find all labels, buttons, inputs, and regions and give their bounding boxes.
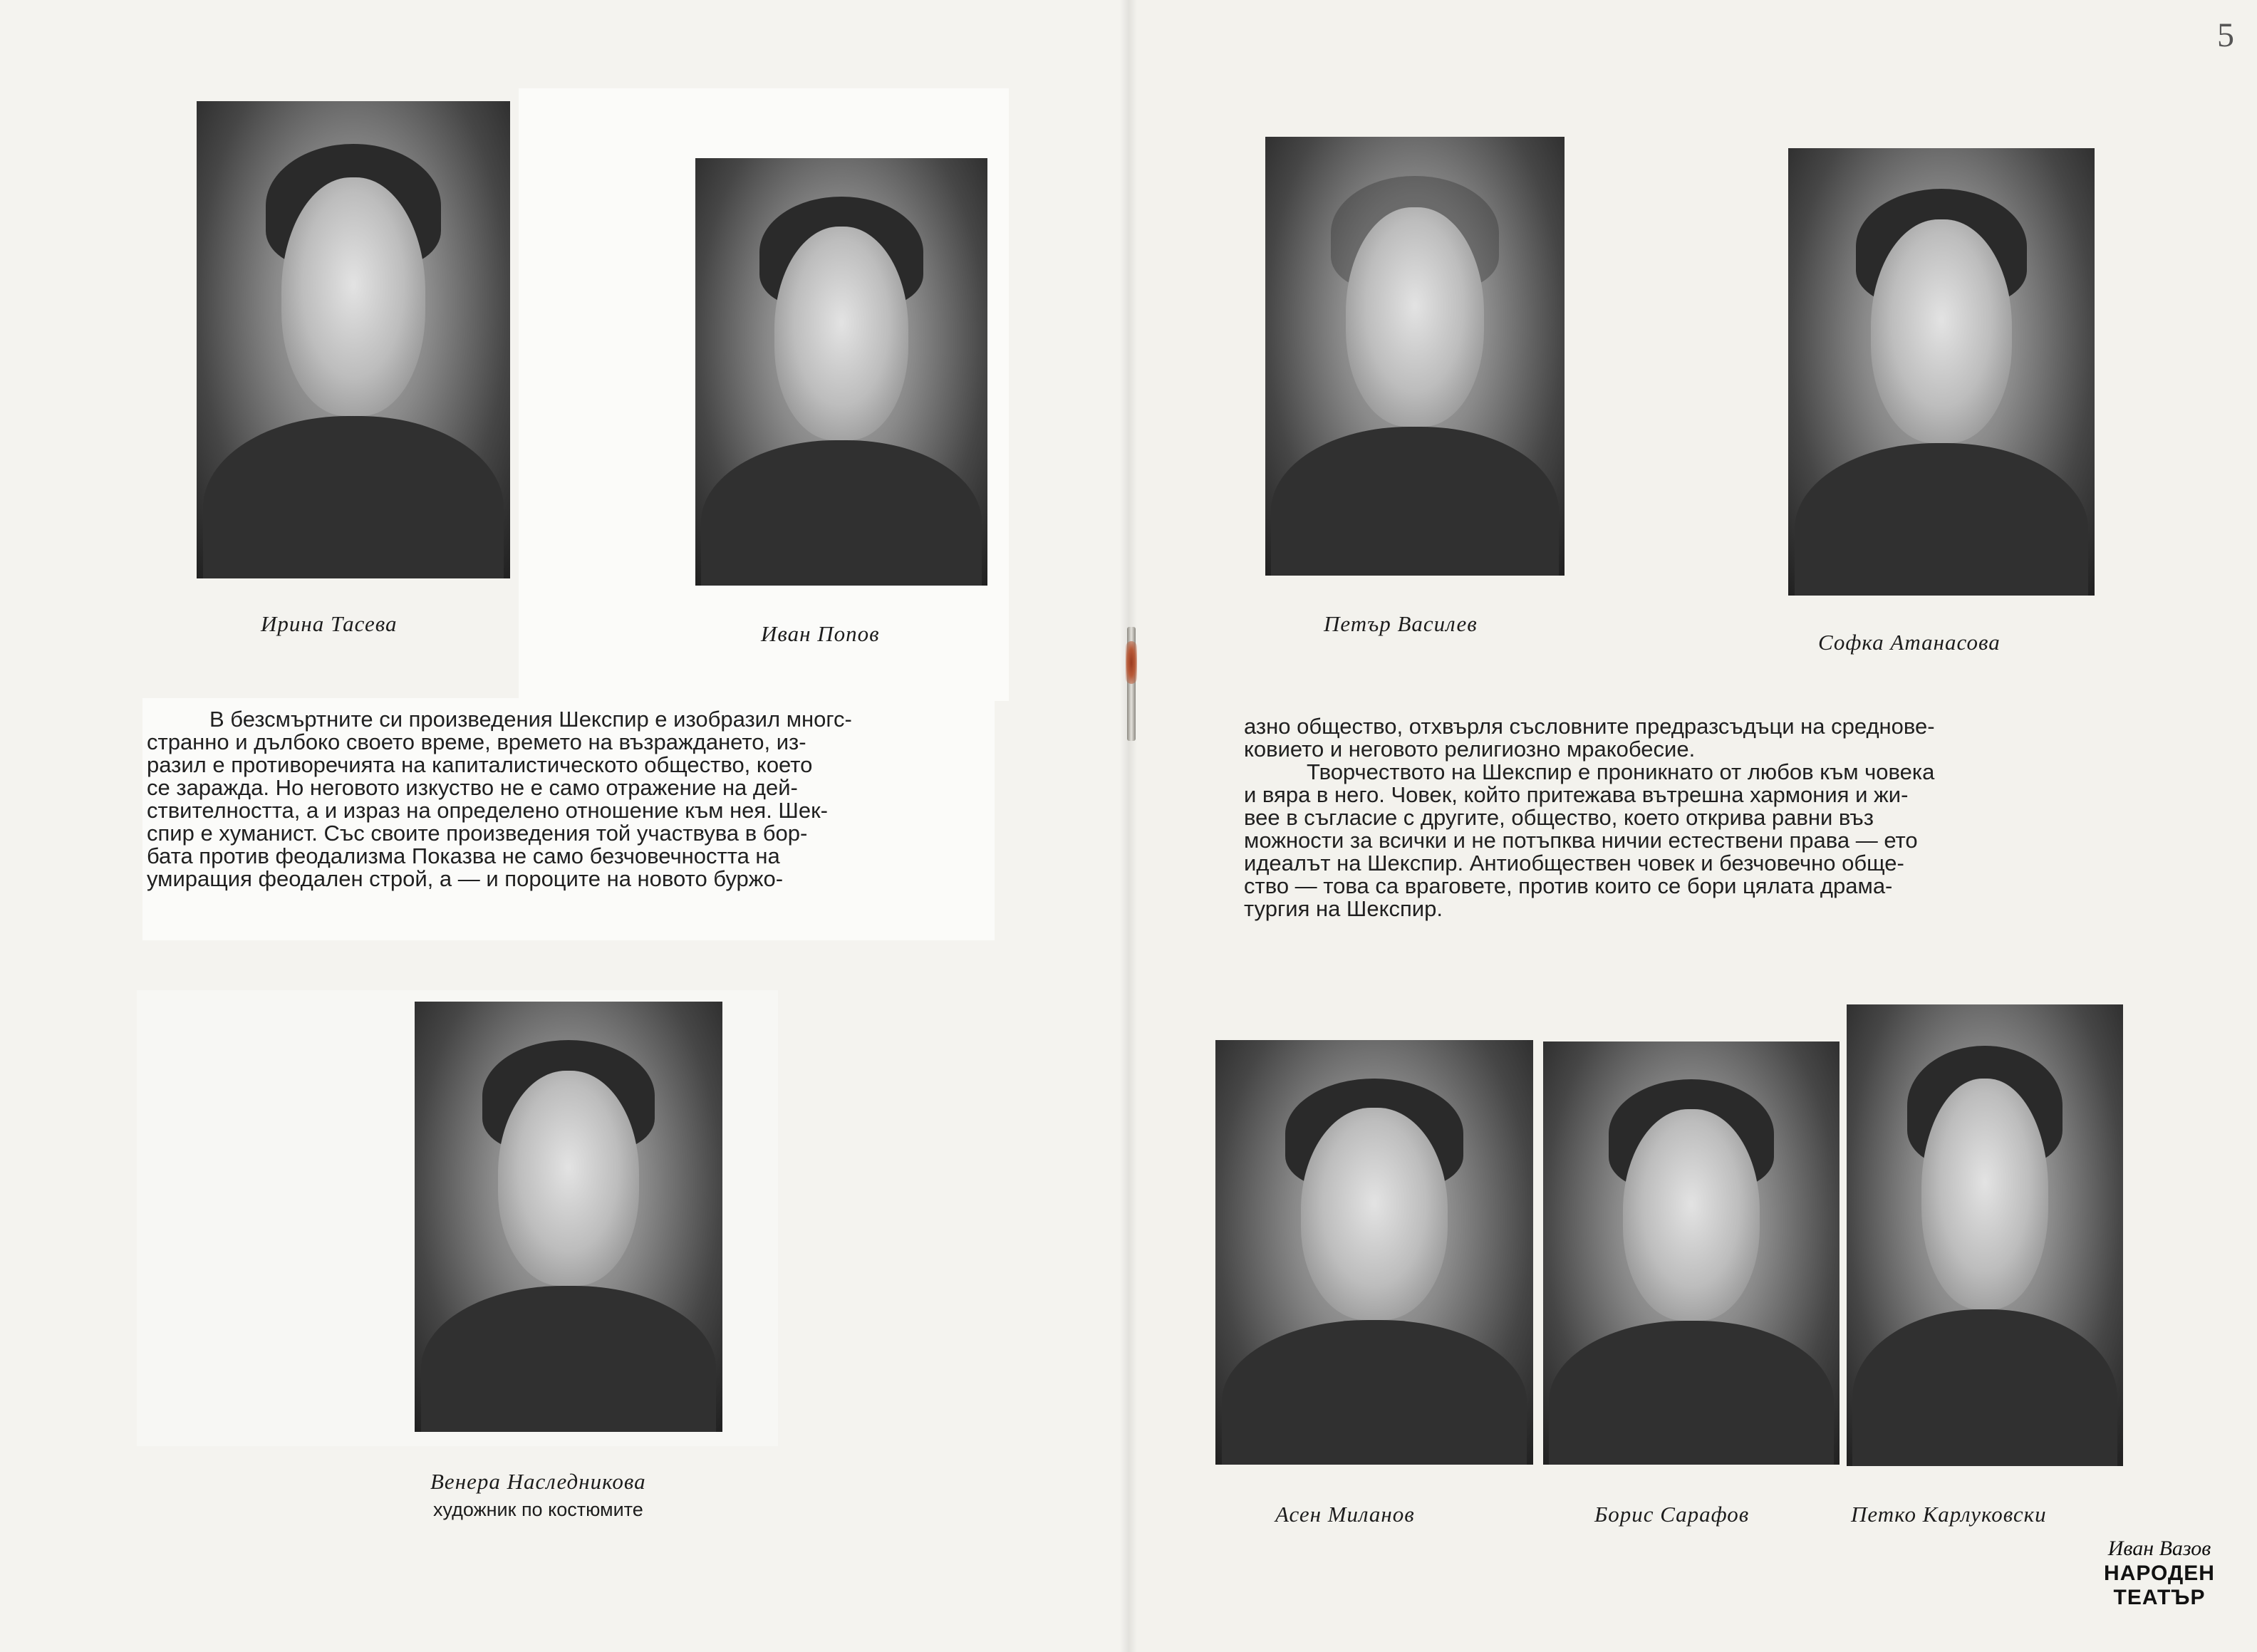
text-line: странно и дълбоко своето време, времето на възраждането, из- [147,729,806,754]
caption-petar-vasilev: Петър Василев [1324,611,1478,636]
spine-fold [1120,0,1137,1652]
caption-venera-naslednikova: Венера Наследникова [430,1469,646,1494]
portrait-face [281,177,425,416]
text-line: В безсмъртните си произведения Шекспир е изобразил многс- [209,707,852,732]
caption-asen-milanov: Асен Миланов [1275,1502,1415,1527]
text-line: бата против феодализма Показва не само безчовечността на [147,843,780,868]
portrait-clothing [1222,1320,1527,1465]
body-text-left [147,708,852,890]
portrait-photo-petko-karlukovski [1847,1004,2123,1466]
text-line: тургия на Шекспир. [1244,896,1443,921]
portrait-face [1346,207,1483,427]
text-line: умиращия феодален строй, а — и пороците на новото буржо- [147,866,784,891]
portrait-clothing [1549,1321,1833,1465]
staple-rust-mark [1126,641,1137,684]
caption-ivan-popov: Иван Попов [761,621,880,646]
text-line: разил е противоречията на капиталистическото общество, което [147,752,813,777]
caption-boris-sarafov: Борис Сарафов [1594,1502,1750,1527]
portrait-clothing [1795,443,2089,596]
portrait-clothing [1852,1309,2117,1466]
portrait-clothing [421,1286,717,1432]
logo-signature: Иван Вазов [2107,1537,2211,1560]
portrait-clothing [203,416,504,578]
portrait-photo-venera-naslednikova [415,1002,722,1432]
logo-line-2: ТЕАТЪР [2113,1586,2206,1609]
portrait-photo-boris-sarafov [1543,1041,1840,1465]
portrait-face [1301,1108,1447,1320]
text-line: ствителността, а и израз на определено отношение към нея. Шек- [147,798,828,823]
page-number: 5 [2217,16,2234,54]
portrait-face [1623,1109,1759,1321]
caption-irina-taseva: Ирина Тасева [261,611,398,636]
caption-costume-designer: художник по костюмите [433,1499,643,1520]
portrait-photo-irina-taseva [197,101,510,578]
text-line: ство — това са враговете, против които се бори цялата драма- [1244,873,1893,898]
portrait-photo-asen-milanov [1215,1040,1533,1465]
portrait-photo-petar-vasilev [1265,137,1565,576]
caption-sofka-atanasova: Софка Атанасова [1818,630,2001,655]
portrait-face [774,227,909,440]
text-line: спир е хуманист. Със своите произведения той участвува в бор- [147,821,808,846]
text-line: идеалът на Шекспир. Антиобществен човек и безчовечно обще- [1244,851,1904,876]
text-line: вее в съгласие с другите, общество, което открива равни въз [1244,805,1874,830]
text-line: ковието и неговото религиозно мракобесие. [1244,737,1696,762]
body-text-right [1244,715,1935,920]
caption-petko-karlukovski: Петко Карлуковски [1851,1502,2047,1527]
portrait-clothing [1271,427,1558,576]
portrait-face [1921,1079,2048,1309]
portrait-face [1871,219,2012,443]
portrait-clothing [701,440,982,586]
national-theatre-logo [2099,1536,2220,1613]
portrait-photo-sofka-atanasova [1788,148,2095,596]
portrait-photo-ivan-popov [695,158,987,586]
text-line: можности за всички и не потъпква ничии естествени права — ето [1244,828,1918,853]
logo-line-1: НАРОДЕН [2104,1562,2215,1585]
text-line: Творчеството на Шекспир е проникнато от любов към човека [1307,759,1935,784]
text-line: и вяра в него. Човек, който притежава вътрешна хармония и жи- [1244,782,1909,807]
text-line: се заражда. Но неговото изкуство не е само отражение на дей- [147,775,798,800]
portrait-face [498,1071,640,1286]
text-line: азно общество, отхвърля съсловните предразсъдъци на среднове- [1244,714,1935,739]
